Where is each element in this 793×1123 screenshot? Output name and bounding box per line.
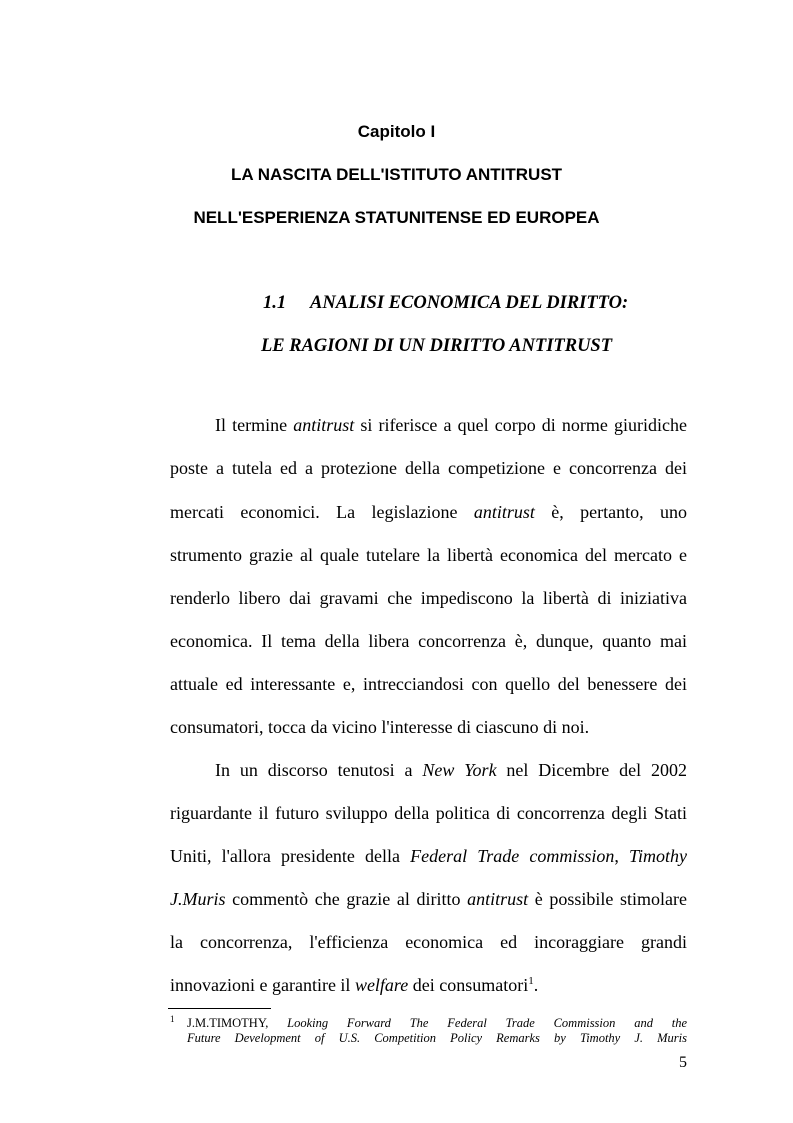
paragraph-line: consumatori, tocca da vicino l'interesse di ciascuno di noi. [170,717,590,737]
paragraph-line: poste a tutela ed a protezione della competizione e concorrenza dei [170,458,687,478]
paragraph-line: la concorrenza, l'efficienza economica ed incoraggiare grandi [170,932,687,952]
footnote-line-1: J.M.TIMOTHY, Looking Forward The Federal Trade Commission and the [187,1016,688,1030]
footnote-reference[interactable]: 1 [528,975,534,987]
paragraph-line: mercati economici. La legislazione antitrust è, pertanto, uno [170,502,687,522]
paragraph-line: J.Muris commentò che grazie al diritto antitrust è possibile stimolare [170,889,687,909]
footnote-separator [168,1008,271,1009]
chapter-title-line-1: LA NASCITA DELL'ISTITUTO ANTITRUST [230,165,563,184]
page-number: 5 [679,1054,687,1071]
chapter-title-line-2: NELL'ESPERIENZA STATUNITENSE ED EUROPEA [193,208,600,227]
paragraph-line: renderlo libero dai gravami che impediscono la libertà di iniziativa [170,588,687,608]
section-title-line-2: LE RAGIONI DI UN DIRITTO ANTITRUST [260,336,613,356]
section-title-line-1: ANALISI ECONOMICA DEL DIRITTO: [310,293,629,313]
paragraph-line: riguardante il futuro sviluppo della politica di concorrenza degli Stati [170,803,687,823]
footnote-line-2: Future Development of U.S. Competition Policy Remarks by Timothy J. Muris [187,1031,687,1045]
paragraph-line: economica. Il tema della libera concorrenza è, dunque, quanto mai [170,631,687,651]
paragraph-line: Il termine antitrust si riferisce a quel corpo di norme giuridiche [215,415,687,435]
chapter-label: Capitolo I [357,122,436,141]
paragraph-line: In un discorso tenutosi a New York nel Dicembre del 2002 [215,760,687,780]
paragraph-line: Uniti, l'allora presidente della Federal Trade commission, Timothy [170,846,688,866]
footnote-mark: 1 [170,1014,175,1024]
paragraph-line: strumento grazie al quale tutelare la libertà economica del mercato e [170,545,687,565]
section-number: 1.1 [263,293,287,313]
paragraph-line: attuale ed interessante e, intrecciandosi con quello del benessere dei [170,674,687,694]
paragraph-line: innovazioni e garantire il welfare dei consumatori$^1$. [170,975,539,995]
